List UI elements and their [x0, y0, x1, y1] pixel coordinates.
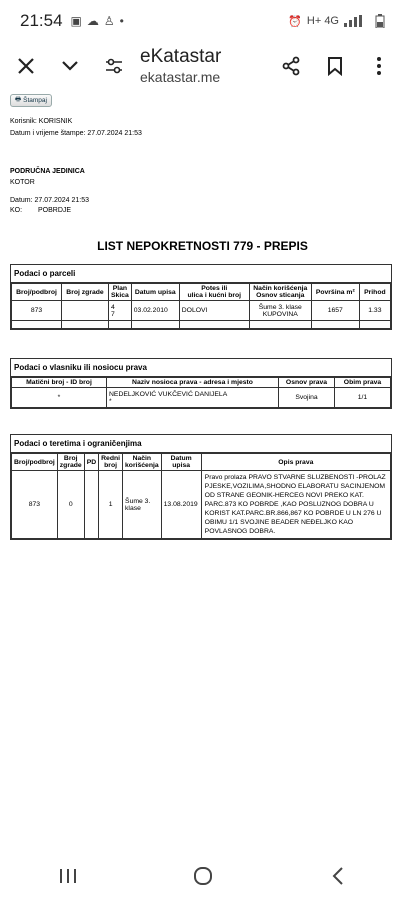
recent-apps-button[interactable]: [38, 856, 98, 896]
ko-line: KO: POBRDJE: [10, 207, 72, 214]
date-line: Datum: 27.07.2024 21:53: [10, 197, 90, 204]
custom-tab-toolbar: [0, 42, 405, 90]
close-icon: [17, 57, 35, 75]
print-button[interactable]: 🖶 Štampaj: [10, 94, 52, 107]
table-header-row: Matični broj - ID broj Naziv nosioca prava - adresa i mjesto Osnov prava Obim prava: [12, 378, 391, 388]
parcel-section-title: Podaci o parceli: [11, 265, 391, 283]
gallery-icon: ▣: [70, 14, 82, 28]
more-vert-icon: [376, 56, 382, 76]
bookmark-icon: [327, 56, 343, 76]
document-heading: LIST NEPOKRETNOSTI 779 - PREPIS: [97, 239, 308, 253]
bookmark-button[interactable]: [313, 44, 357, 88]
print-date-line: Datum i vrijeme štampe: 27.07.2024 21:53: [10, 130, 142, 137]
recent-apps-icon: [59, 868, 77, 884]
home-button[interactable]: [173, 856, 233, 896]
table-header-row: Broj/podbroj Broj zgrade PD Redni broj Način korišćenja Datum upisa Opis prava: [12, 454, 391, 471]
printer-icon: 🖶: [15, 96, 22, 103]
table-row: [12, 321, 391, 329]
home-icon: [193, 867, 213, 885]
dot-icon: •: [119, 14, 124, 28]
share-icon: [281, 56, 301, 76]
web-content: [0, 92, 405, 852]
user-line: Korisnik: KORISNIK: [10, 118, 73, 125]
cloud-icon: ☁: [86, 14, 99, 28]
back-button[interactable]: [308, 856, 368, 896]
page-url: ekatastar.me: [140, 69, 221, 85]
status-bar: [0, 0, 405, 42]
parcel-section: [10, 264, 392, 330]
page-title-block: [140, 46, 221, 86]
signal-icon: [344, 15, 370, 27]
more-options-button[interactable]: [357, 44, 401, 88]
battery-icon: [375, 14, 385, 28]
burden-table: [11, 453, 391, 539]
table-row: * NEDELJKOVIĆ VUKČEVIĆ DANIJELA * Svojina 1/1: [12, 388, 391, 408]
system-nav-bar: [0, 852, 405, 900]
tune-icon: [105, 58, 123, 74]
network-type: H+ 4G: [306, 15, 339, 27]
unit-label: PODRUČNA JEDINICA: [10, 168, 85, 175]
page-title: eKatastar: [140, 46, 222, 67]
notification-icon: ♙: [103, 14, 115, 28]
back-icon: [332, 867, 344, 885]
share-button[interactable]: [269, 44, 313, 88]
table-row: 873 0 1 Šume 3. klase 13.08.2019 Pravo prolaza PRAVO STVARNE SLUZBENOSTI -PROLAZ PJESKE,VOZILIMA,SHODNO ELABORATU SACINJENOM OD STRANE GEONIK-HERCEG NOVI PREKO KAT. PARC.873 KO POBRDE ,KAO POSLUZNOG DOBRA U KORIST KAT.PARC.BR.866,867 KO POBRDE U LN 276 U OBIMU 1/1 SVOJINE BEADER NEĐELJKO KAO POVLASNOG DOBRA.: [12, 471, 391, 539]
site-settings-button[interactable]: [92, 44, 136, 88]
table-header-row: Broj/podbroj Broj zgrade Plan Skica Datum upisa Potes ili ulica i kućni broj Način korišćenja Osnov sticanja Površina m² Prihod: [12, 284, 391, 301]
chevron-down-icon: [61, 60, 79, 72]
table-row: 873 4 7 03.02.2010 DOLOVI Šume 3. klase KUPOVINA 1657 1.33: [12, 301, 391, 321]
burden-section-title: Podaci o teretima i ograničenjima: [11, 435, 391, 453]
close-button[interactable]: [4, 44, 48, 88]
alarm-icon: ⏰: [288, 15, 302, 28]
owner-section-title: Podaci o vlasniku ili nosiocu prava: [11, 359, 391, 377]
unit-value: KOTOR: [10, 179, 35, 186]
burden-section: [10, 434, 392, 540]
clock: 21:54: [20, 11, 63, 30]
expand-button[interactable]: [48, 44, 92, 88]
owner-section: [10, 358, 392, 409]
owner-table: [11, 377, 391, 408]
parcel-table: [11, 283, 391, 329]
